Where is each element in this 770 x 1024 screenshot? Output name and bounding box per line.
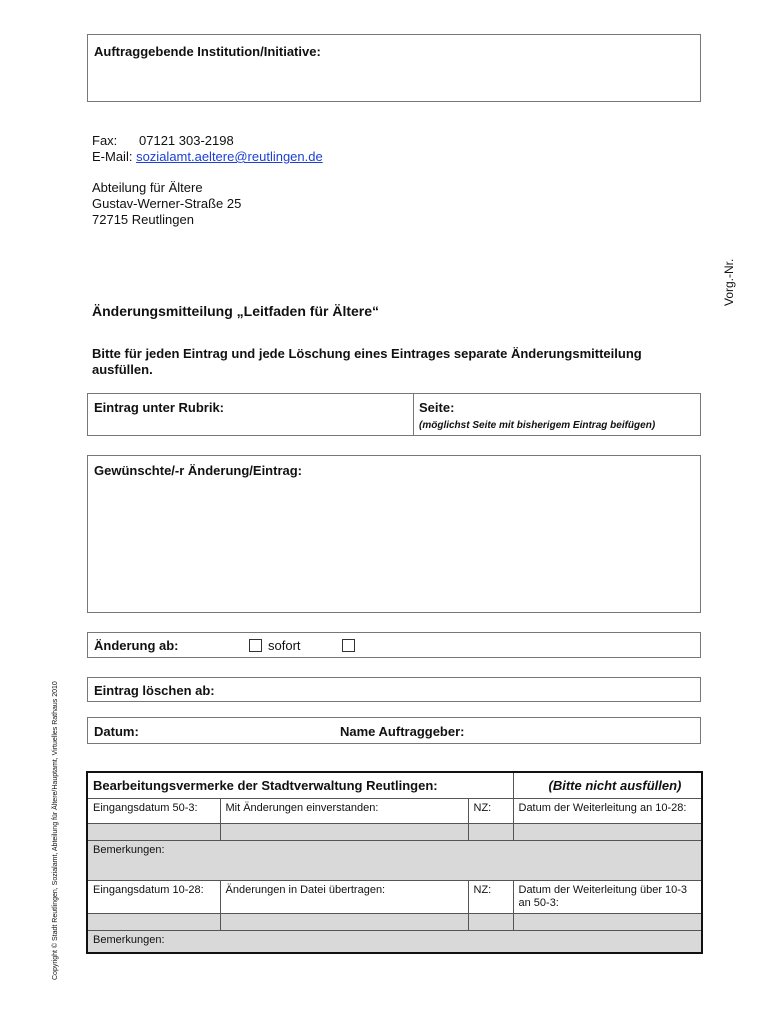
change-from-field[interactable] — [87, 632, 701, 658]
forward-date-50-3-input[interactable] — [513, 913, 702, 930]
email-link[interactable]: sozialamt.aeltere@reutlingen.de — [136, 149, 323, 164]
instruction-text: Bitte für jeden Eintrag und jede Löschung eines Eintrages separate Änderungsmitteilung ausfüllen. — [92, 346, 642, 377]
other-date-checkbox[interactable] — [342, 639, 355, 652]
office-note: (Bitte nicht ausfüllen) — [513, 772, 702, 798]
changes-transferred-label: Änderungen in Datei übertragen: — [220, 880, 468, 913]
forward-date-10-28-label: Datum der Weiterleitung an 10-28: — [513, 798, 702, 823]
rubrik-field[interactable] — [87, 393, 701, 436]
forward-date-10-28-input[interactable] — [513, 823, 702, 840]
change-from-label: Änderung ab: — [94, 638, 179, 653]
fax-row — [92, 133, 323, 149]
remarks-label: Bemerkungen: — [93, 843, 165, 856]
fax-number: 07121 303-2198 — [139, 133, 234, 148]
delete-from-label: Eintrag löschen ab: — [94, 683, 215, 698]
change-request-field[interactable] — [87, 455, 701, 613]
received-date-50-3-input[interactable] — [87, 823, 220, 840]
page-hint: (möglichst Seite mit bisherigem Eintrag beifügen) — [419, 420, 656, 431]
remarks-field-2[interactable] — [87, 930, 702, 953]
immediately-label: sofort — [268, 638, 301, 653]
divider — [413, 394, 414, 435]
address-line-3: 72715 Reutlingen — [92, 212, 194, 227]
address-line-2: Gustav-Werner-Straße 25 — [92, 196, 242, 211]
change-request-label: Gewünschte/-r Änderung/Eintrag: — [94, 463, 303, 478]
nz-input[interactable] — [468, 913, 513, 930]
remarks-field-1[interactable] — [87, 840, 702, 880]
forward-date-50-3-label: Datum der Weiterleitung über 10-3 an 50-3: — [513, 880, 702, 913]
institution-label: Auftraggebende Institution/Initiative: — [94, 44, 321, 59]
immediately-checkbox[interactable] — [249, 639, 262, 652]
received-date-10-28-label: Eingangsdatum 10-28: — [87, 880, 220, 913]
office-processing-table — [86, 771, 703, 954]
received-date-50-3-label: Eingangsdatum 50-3: — [87, 798, 220, 823]
page-title: Änderungsmitteilung „Leitfaden für Ältere“ — [92, 303, 380, 319]
nz-input[interactable] — [468, 823, 513, 840]
office-title: Bearbeitungsvermerke der Stadtverwaltung Reutlingen: — [87, 772, 513, 798]
changes-approved-label: Mit Änderungen einverstanden: — [220, 798, 468, 823]
remarks-label: Bemerkungen: — [93, 933, 165, 946]
contact-block — [92, 133, 323, 165]
client-name-label: Name Auftraggeber: — [340, 724, 465, 739]
reference-number-label: Vorg.-Nr. — [722, 258, 736, 306]
rubrik-label: Eintrag unter Rubrik: — [94, 400, 225, 415]
fax-label: Fax: — [92, 133, 118, 148]
changes-transferred-input[interactable] — [220, 913, 468, 930]
institution-field[interactable] — [87, 34, 701, 102]
page-label: Seite: — [419, 400, 455, 415]
nz-label: NZ: — [468, 798, 513, 823]
date-name-field[interactable] — [87, 717, 701, 744]
nz-label: NZ: — [468, 880, 513, 913]
address-block — [92, 180, 241, 228]
delete-from-field[interactable] — [87, 677, 701, 702]
changes-approved-input[interactable] — [220, 823, 468, 840]
email-label: E-Mail: — [92, 149, 133, 164]
date-label: Datum: — [94, 724, 139, 739]
received-date-10-28-input[interactable] — [87, 913, 220, 930]
address-line-1: Abteilung für Ältere — [92, 180, 203, 195]
email-row — [92, 149, 323, 165]
copyright-note: Copyright © Stadt Reutlingen, Sozialamt, Abteilung für Ältere/Hauptamt, Virtuelles Rathaus 2010 — [52, 681, 59, 980]
